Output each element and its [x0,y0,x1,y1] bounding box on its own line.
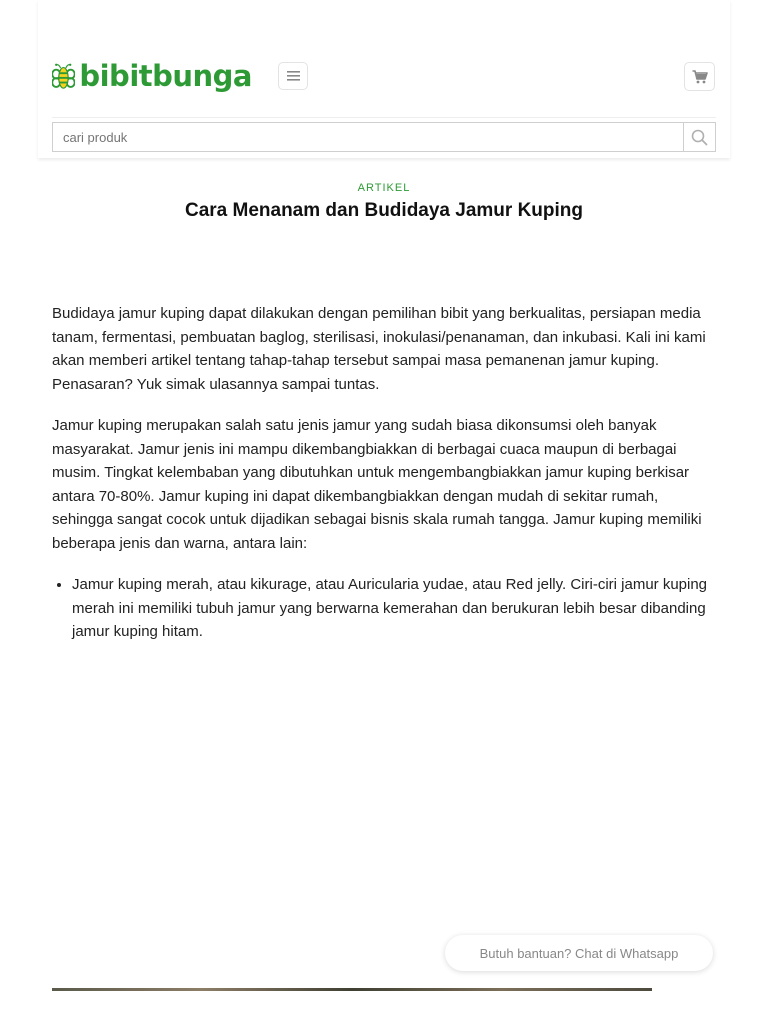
hamburger-icon [287,71,300,81]
bee-icon [52,48,75,104]
list-item: • Jamur kuping merah, atau kikurage, atau Auricularia yudae, atau Red jelly. Ciri-ciri jamur kuping merah ini memiliki tubuh jamur yang berwarna kemerahan dan berukuran lebih besar dibanding jamur kuping hitam. [72,573,720,644]
whatsapp-chat-button[interactable] [445,935,713,971]
cart-button[interactable] [684,62,715,91]
magnifier-icon [691,129,708,146]
article-body [52,302,720,644]
article-image-top-edge [52,988,652,991]
menu-button[interactable] [278,62,308,90]
site-header [38,0,730,158]
chat-label: Butuh bantuan? Chat di Whatsapp [479,945,679,961]
search-button[interactable] [684,122,716,152]
brand-name: bibitbunga [79,59,252,93]
article-paragraph: Jamur kuping merupakan salah satu jenis jamur yang sudah biasa dikonsumsi oleh banyak masyarakat. Jamur jenis ini mampu dikembangbiakkan di berbagai cuaca maupun di berbagai musim. Tingkat kelembaban yang dibutuhkan untuk mengembangbiakkan jamur kuping berkisar antara 70-80%. Jamur kuping ini dapat dikembangbiakkan dengan mudah di sekitar rumah, sehingga sangat cocok untuk dijadikan sebagai bisnis skala rumah tangga. Jamur kuping memiliki beberapa jenis dan warna, antara lain: [52,417,702,552]
article-category[interactable]: ARTIKEL [357,182,411,194]
search-input[interactable] [52,122,684,152]
header-divider [52,117,716,118]
article-title: Cara Menanam dan Budidaya Jamur Kuping [184,200,584,221]
article-list [52,573,720,644]
site-logo[interactable] [52,48,252,104]
article-paragraph: Budidaya jamur kuping dapat dilakukan dengan pemilihan bibit yang berkualitas, persiapan media tanam, fermentasi, pembuatan baglog, sterilisasi, inokulasi/penanaman, dan inkubasi. Kali ini kami akan memberi artikel tentang tahap-tahap tersebut sampai masa pemanenan jamur kuping. Penasaran? Yuk simak ulasannya sampai tuntas. [52,305,706,393]
cart-icon [692,70,708,84]
